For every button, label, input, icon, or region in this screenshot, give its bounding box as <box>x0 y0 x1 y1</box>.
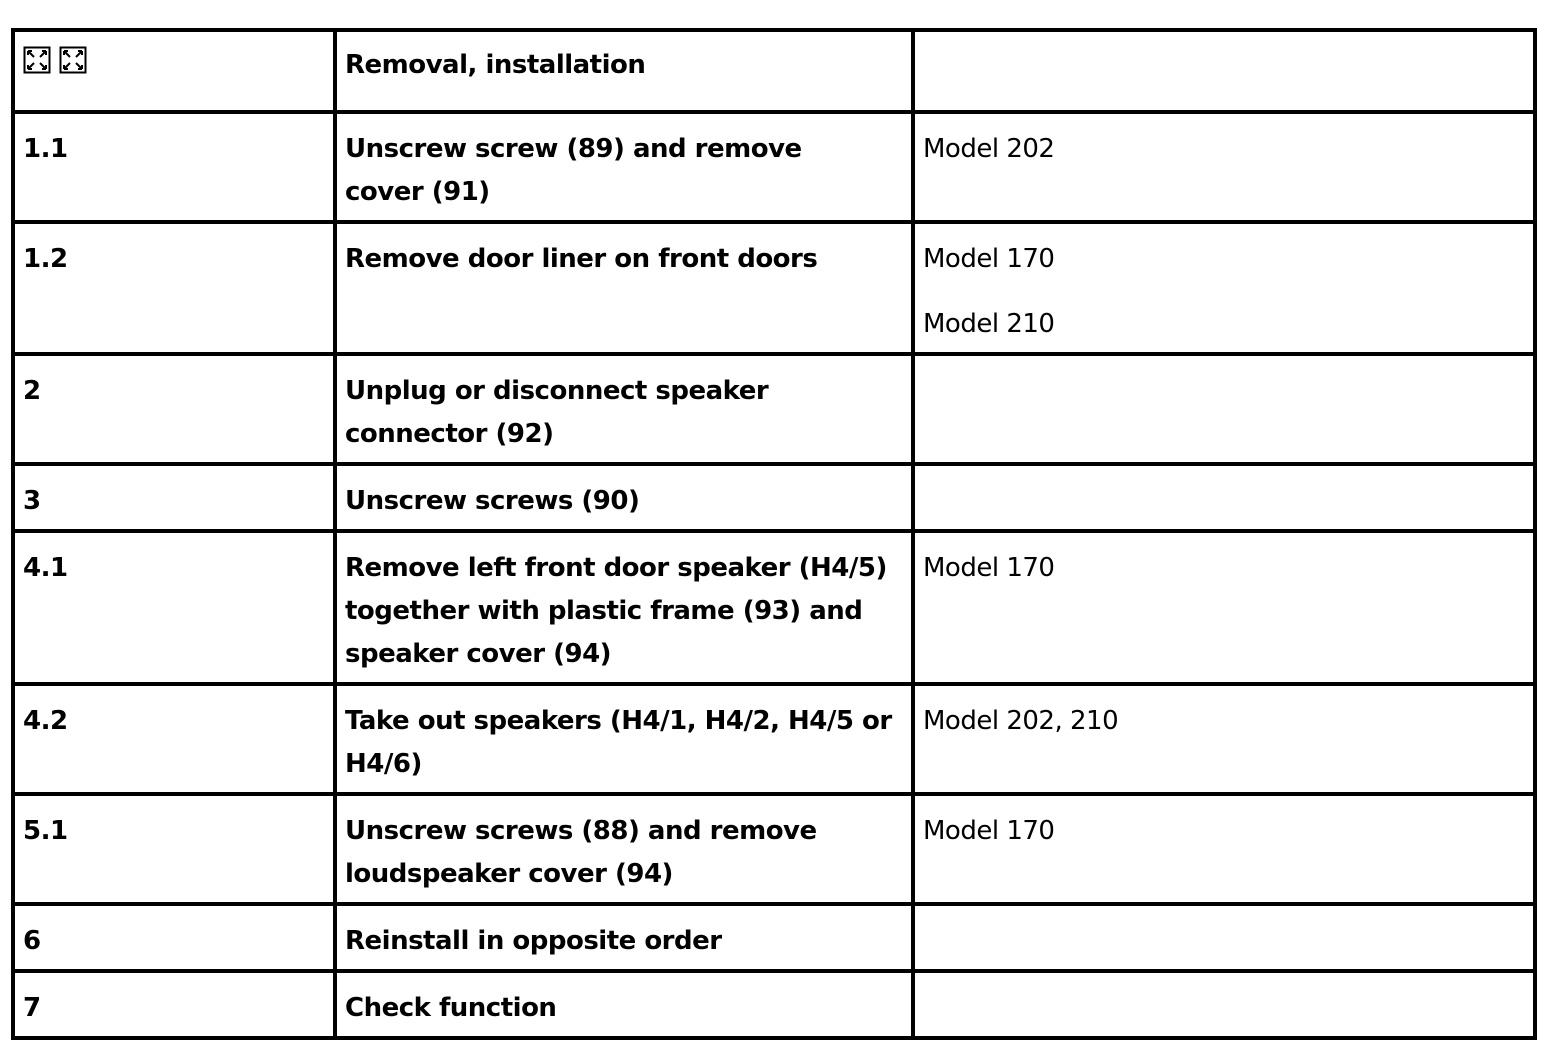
action-line: loudspeaker cover (94) <box>345 859 673 889</box>
header-notes <box>913 30 1535 112</box>
action-line: Reinstall in opposite order <box>345 926 722 956</box>
action-line: together with plastic frame (93) and <box>345 596 863 626</box>
action-line: Unscrew screws (90) <box>345 486 640 516</box>
action-line: Remove left front door speaker (H4/5) <box>345 553 887 583</box>
step-number: 1.2 <box>13 222 335 354</box>
action-line: Remove door liner on front doors <box>345 244 818 274</box>
action-line: cover (91) <box>345 177 490 207</box>
model-note: Model 210 <box>923 309 1055 339</box>
model-note: Model 170 <box>923 553 1055 583</box>
step-number: 3 <box>13 464 335 531</box>
step-model-notes <box>913 684 1535 794</box>
action-line: Unscrew screw (89) and remove <box>345 134 802 164</box>
table-row <box>13 684 1535 794</box>
action-line: speaker cover (94) <box>345 639 612 669</box>
table-row <box>13 112 1535 222</box>
table-row <box>13 464 1535 531</box>
model-note: Model 202 <box>923 134 1055 164</box>
step-action <box>335 904 913 971</box>
table-row <box>13 904 1535 971</box>
step-number: 2 <box>13 354 335 464</box>
step-number: 1.1 <box>13 112 335 222</box>
step-action <box>335 354 913 464</box>
step-number: 4.1 <box>13 531 335 684</box>
table-row <box>13 794 1535 904</box>
procedure-table <box>11 28 1537 1040</box>
action-line: connector (92) <box>345 419 554 449</box>
step-action <box>335 794 913 904</box>
step-model-notes <box>913 531 1535 684</box>
procedure-rows <box>13 112 1535 1038</box>
special-tool-icon <box>23 46 51 74</box>
model-note: Model 202, 210 <box>923 706 1119 736</box>
table-row <box>13 531 1535 684</box>
model-note: Model 170 <box>923 816 1055 846</box>
step-number: 6 <box>13 904 335 971</box>
table-header-row <box>13 30 1535 112</box>
header-title: Removal, installation <box>335 30 913 112</box>
action-line: Check function <box>345 993 557 1023</box>
step-action <box>335 971 913 1038</box>
header-icons-cell <box>13 30 335 112</box>
step-model-notes <box>913 112 1535 222</box>
table-row <box>13 354 1535 464</box>
step-model-notes <box>913 971 1535 1038</box>
table-row <box>13 971 1535 1038</box>
step-action <box>335 684 913 794</box>
step-model-notes <box>913 794 1535 904</box>
action-line: Unscrew screws (88) and remove <box>345 816 817 846</box>
action-line: H4/6) <box>345 749 422 779</box>
step-action <box>335 531 913 684</box>
step-action <box>335 464 913 531</box>
special-tool-icon <box>59 46 87 74</box>
model-note: Model 170 <box>923 244 1055 274</box>
step-model-notes <box>913 354 1535 464</box>
step-action <box>335 112 913 222</box>
step-model-notes <box>913 904 1535 971</box>
step-action <box>335 222 913 354</box>
table-row <box>13 222 1535 354</box>
action-line: Unplug or disconnect speaker <box>345 376 769 406</box>
step-number: 5.1 <box>13 794 335 904</box>
step-number: 4.2 <box>13 684 335 794</box>
step-number: 7 <box>13 971 335 1038</box>
step-model-notes <box>913 222 1535 354</box>
action-line: Take out speakers (H4/1, H4/2, H4/5 or <box>345 706 892 736</box>
step-model-notes <box>913 464 1535 531</box>
